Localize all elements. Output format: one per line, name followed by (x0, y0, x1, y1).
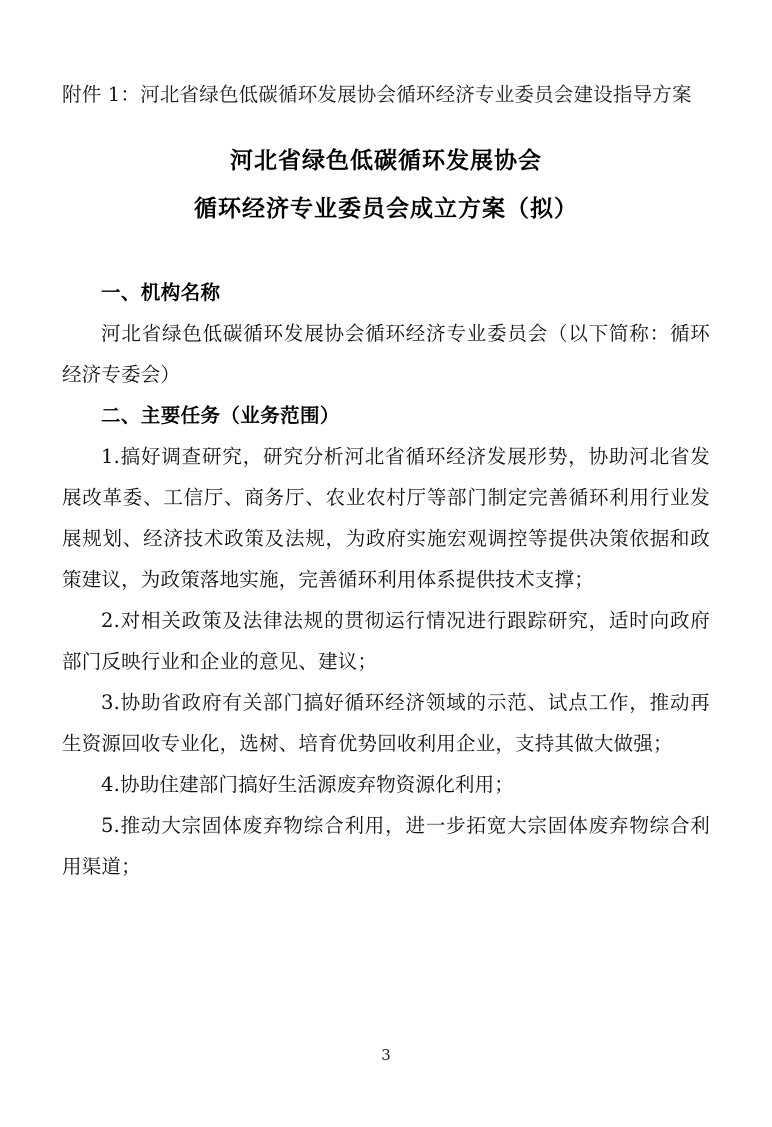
section-paragraph: 2.对相关政策及法律法规的贯彻运行情况进行跟踪研究，适时向政府部门反映行业和企业的意见、建议； (62, 609, 710, 673)
attachment-label: 附件 1：河北省绿色低碳循环发展协会循环经济专业委员会建设指导方案 (62, 83, 692, 106)
section-heading: 一、机构名称 (101, 281, 221, 304)
document-body (62, 263, 710, 887)
document-title (62, 137, 710, 233)
section-paragraph: 1.搞好调查研究，研究分析河北省循环经济发展形势，协助河北省发展改革委、工信厅、商务厅、农业农村厅等部门制定完善循环利用行业发展规划、经济技术政策及法规，为政府实施宏观调控等提供决策依据和政策建议，为政策落地实施，完善循环利用体系提供技术支撑； (62, 445, 710, 591)
page-number: 3 (381, 1046, 391, 1064)
section-paragraph: 4.协助住建部门搞好生活源废弃物资源化利用； (101, 773, 515, 796)
document-title-line-2: 循环经济专业委员会成立方案（拟） (194, 195, 578, 222)
section-paragraph: 河北省绿色低碳循环发展协会循环经济专业委员会（以下简称：循环经济专委会） (62, 322, 710, 386)
section-heading: 二、主要任务（业务范围） (101, 404, 340, 427)
document-title-line-1: 河北省绿色低碳循环发展协会 (230, 147, 542, 174)
document-content (62, 74, 710, 887)
section-paragraph: 5.推动大宗固体废弃物综合利用，进一步拓宽大宗固体废弃物综合利用渠道； (62, 814, 710, 878)
section-paragraph: 3.协助省政府有关部门搞好循环经济领域的示范、试点工作，推动再生资源回收专业化，选树、培育优势回收利用企业，支持其做大做强； (62, 691, 710, 755)
